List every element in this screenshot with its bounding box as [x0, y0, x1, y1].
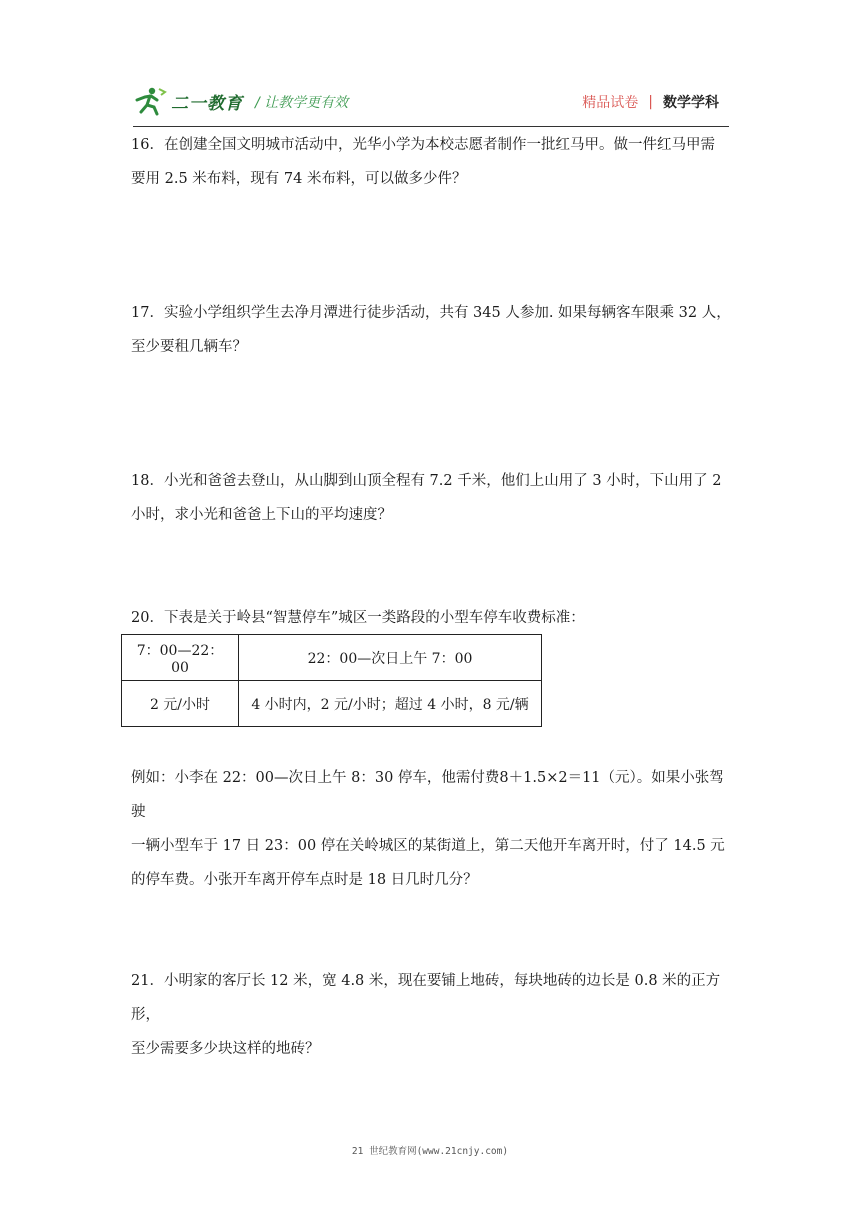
question-17	[131, 296, 731, 364]
question-16-line-1: 16．在创建全国文明城市活动中，光华小学为本校志愿者制作一批红马甲。做一件红马甲需	[131, 137, 715, 153]
question-18	[131, 464, 731, 532]
table-row	[122, 635, 542, 681]
question-17-line-2: 至少要租几辆车？	[131, 339, 247, 355]
tag-premium-paper: 精品试卷	[582, 95, 639, 111]
question-21-line-2: 至少需要多少块这样的地砖？	[131, 1041, 320, 1057]
runner-logo-icon	[133, 86, 167, 116]
parking-fee-table	[121, 634, 542, 727]
question-18-line-2: 小时，求小光和爸爸上下山的平均速度？	[131, 507, 392, 523]
question-20-body	[131, 761, 731, 897]
question-21	[131, 964, 731, 1066]
table-cell: 2 元/小时	[122, 681, 239, 727]
tag-subject: 数学学科	[663, 95, 719, 111]
page-header	[133, 80, 729, 127]
logo-text: 二一教育	[171, 93, 243, 114]
question-21-line-1: 21．小明家的客厅长 12 米，宽 4.8 米，现在要铺上地砖，每块地砖的边长是 0.8 米的正方形，	[131, 973, 721, 1023]
page-footer: 21 世纪教育网(www.21cnjy.com)	[351, 1146, 509, 1157]
question-16-line-2: 要用 2.5 米布料，现有 74 米布料，可以做多少件？	[131, 171, 467, 187]
question-18-line-1: 18．小光和爸爸去登山，从山脚到山顶全程有 7.2 千米，他们上山用了 3 小时，下山用了 2	[131, 473, 722, 489]
question-16	[131, 128, 731, 196]
question-17-line-1: 17．实验小学组织学生去净月潭进行徒步活动，共有 345 人参加. 如果每辆客车限乘 32 人，	[131, 305, 731, 321]
table-row	[122, 681, 542, 727]
question-20-intro	[131, 601, 731, 635]
question-20-line-1: 例如：小李在 22：00—次日上午 8：30 停车，他需付费8＋1.5×2＝11（元）。如果小张驾驶	[131, 770, 724, 820]
tag-separator: |	[648, 94, 653, 110]
slogan: / 让教学更有效	[255, 95, 349, 111]
table-cell: 7：00—22：00	[122, 635, 239, 681]
question-20-line-3: 的停车费。小张开车离开停车点时是 18 日几时几分？	[131, 872, 478, 888]
question-20-intro-text: 20．下表是关于岭县“智慧停车”城区一类路段的小型车停车收费标准：	[131, 610, 585, 626]
header-tags	[582, 92, 719, 112]
question-20-line-2: 一辆小型车于 17 日 23：00 停在关岭城区的某街道上，第二天他开车离开时，付了 14.5 元	[131, 838, 725, 854]
table-cell: 4 小时内，2 元/小时；超过 4 小时，8 元/辆	[239, 681, 542, 727]
table-cell: 22：00—次日上午 7：00	[239, 635, 542, 681]
logo	[133, 84, 243, 118]
